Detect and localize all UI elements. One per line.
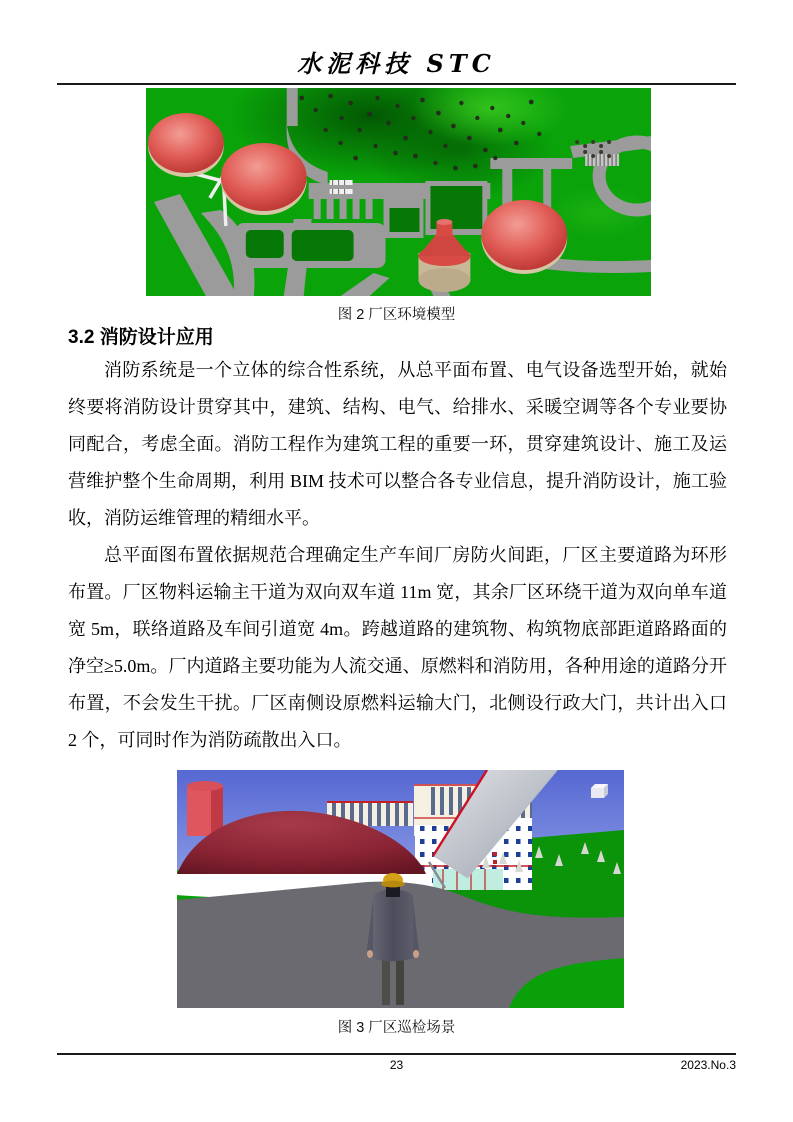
paragraph-2 — [68, 537, 727, 759]
figure-2-caption: 图 2 厂区环境模型 — [337, 307, 456, 323]
figure-3-image — [177, 770, 624, 1008]
footer-rule — [57, 1053, 736, 1055]
paragraph-1 — [68, 352, 727, 537]
floating-cube — [591, 784, 608, 798]
header-rule — [57, 83, 736, 85]
striped-building — [585, 154, 619, 166]
patrol-scene-render — [177, 770, 624, 1008]
section-heading: 3.2 消防设计应用 — [68, 327, 214, 348]
journal-title: 水泥科技 STC — [297, 49, 496, 78]
paragraph-2-text: 总平面图布置依据规范合理确定生产车间厂房防火间距，厂区主要道路为环形布置。厂区物料运输主干道为双向双车道 11m 宽，其余厂区环绕干道为双向单车道宽 5m，联络道路及车间引道宽 4m。跨越道路的建筑物、构筑物底部距道路路面的净空≥5.0m。厂内道路主要功能为人流交通、原燃料和消防用，各种用途的道路分开布置，不会发生干扰。厂区南侧设原燃料运输大门，北侧设行政大门，共计出入口 2 个，可同时作为消防疏散出入口。 — [68, 545, 727, 750]
plant-environment-render — [146, 88, 651, 296]
figure-3-caption: 图 3 厂区巡检场景 — [337, 1020, 456, 1036]
issue-number: 2023.No.3 — [680, 1058, 736, 1072]
paragraph-1-text: 消防系统是一个立体的综合性系统，从总平面布置、电气设备选型开始，就始终要将消防设计贯穿其中，建筑、结构、电气、给排水、采暖空调等各个专业要协同配合，考虑全面。消防工程作为建筑工程的重要一环，贯穿建筑设计、施工及运营维护整个生命周期，利用 BIM 技术可以整合各专业信息，提升消防设计，施工验收，消防运维管理的精细水平。 — [68, 360, 727, 528]
figure-2-image — [146, 88, 651, 296]
page-number: 23 — [389, 1058, 404, 1072]
